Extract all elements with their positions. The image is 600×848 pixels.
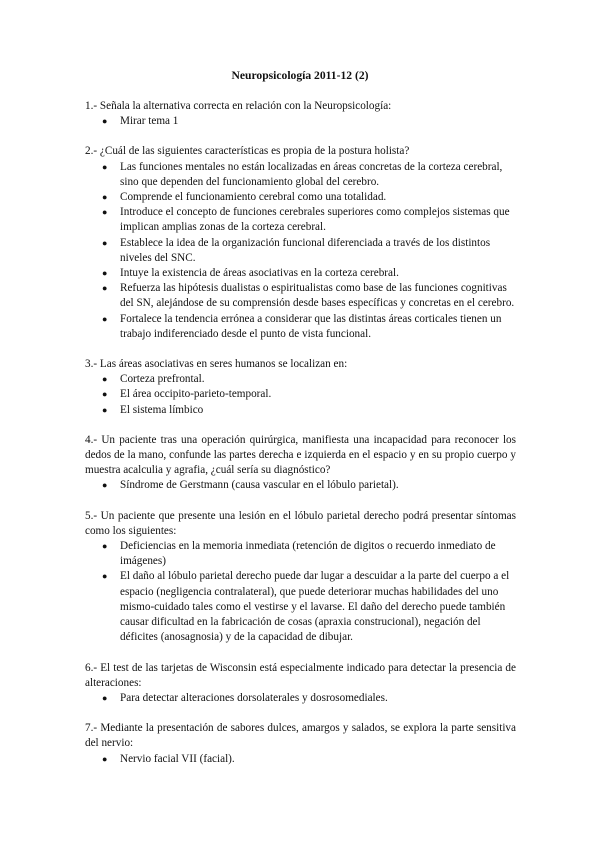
question-7 (85, 721, 516, 767)
bullet-icon: ● (102, 692, 108, 703)
answer-list (85, 372, 516, 418)
answer-item (85, 372, 516, 387)
answer-text: Para detectar alteraciones dorsolaterales y dosrosomediales. (120, 691, 388, 704)
bullet-icon: ● (102, 192, 108, 203)
bullet-icon: ● (102, 268, 108, 279)
answer-item (85, 691, 516, 706)
bullet-icon: ● (102, 283, 108, 294)
bullet-icon: ● (102, 571, 108, 582)
question-text: 6.- El test de las tarjetas de Wisconsin está especialmente indicado para detectar la presencia de alteraciones: (85, 661, 516, 689)
question-text: 7.- Mediante la presentación de sabores dulces, amargos y salados, se explora la parte sensitiva del nervio: (85, 722, 516, 750)
answer-item (85, 236, 516, 266)
bullet-icon: ● (102, 753, 108, 764)
question-text: 1.- Señala la alternativa correcta en relación con la Neuropsicología: (85, 100, 392, 112)
answer-item (85, 190, 516, 205)
document-title: Neuropsicología 2011-12 (2) (231, 69, 369, 82)
answer-list (85, 752, 516, 767)
answer-text: Fortalece la tendencia errónea a considerar que las distintas áreas corticales tienen un trabajo indiferenciado desde el punto de vista funcional. (120, 312, 502, 340)
answer-item (85, 539, 516, 569)
bullet-icon: ● (102, 404, 108, 415)
question-3 (85, 357, 516, 418)
answer-list (85, 539, 516, 645)
answer-list (85, 691, 516, 706)
answer-text: El daño al lóbulo parietal derecho puede dar lugar a descuidar a la parte del cuerpo a el espacio (negligencia contralateral), que puede deteriorar muchas habilidades del uno mismo-cuidado tales como el vestirse y el lavarse. El daño del derecho puede también causar dificultad en la fabricación de cosas (apraxia construcional), negación del déficites (anosagnosia) y de la capacidad de dibujar. (120, 570, 510, 644)
answer-text: El área occipito-parieto-temporal. (120, 388, 272, 401)
answer-text: Establece la idea de la organización funcional diferenciada a través de los distintos niveles del SNC. (120, 236, 491, 264)
answer-item (85, 312, 516, 342)
answer-item (85, 205, 516, 235)
bullet-icon: ● (102, 116, 108, 127)
question-text: 5.- Un paciente que presente una lesión en el lóbulo parietal derecho podrá presentar síntomas como los siguientes: (85, 509, 516, 537)
answer-item (85, 478, 516, 493)
answer-list (85, 160, 516, 342)
question-text: 2.- ¿Cuál de las siguientes características es propia de la postura holista? (85, 145, 410, 158)
answer-text: El sistema límbico (120, 403, 204, 416)
question-2 (85, 144, 516, 342)
answer-list (85, 114, 516, 129)
answer-item (85, 281, 516, 311)
answer-item (85, 160, 516, 190)
bullet-icon: ● (102, 161, 108, 172)
answer-item (85, 266, 516, 281)
bullet-icon: ● (102, 389, 108, 400)
question-text: 3.- Las áreas asociativas en seres humanos se localizan en: (85, 358, 348, 371)
answer-item (85, 114, 516, 129)
answer-text: Las funciones mentales no están localizadas en áreas concretas de la corteza cerebral, sino que dependen del funcionamiento global del cerebro. (120, 160, 503, 188)
answer-item (85, 403, 516, 418)
question-list (85, 99, 516, 782)
answer-text: Corteza prefrontal. (120, 373, 205, 386)
question-text: 4.- Un paciente tras una operación quirúrgica, manifiesta una incapacidad para reconocer los dedos de la mano, confunde las partes derecha e izquierda en el espacio y en su propio cuerpo y muestra acalculia y agrafia, ¿cuál sería su diagnóstico? (85, 433, 516, 477)
answer-text: Deficiencias en la memoria inmediata (retención de digitos o recuerdo inmediato de imágenes) (120, 540, 496, 568)
bullet-icon: ● (102, 313, 108, 324)
bullet-icon: ● (102, 541, 108, 552)
answer-item (85, 569, 516, 645)
bullet-icon: ● (102, 374, 108, 385)
question-6 (85, 661, 516, 707)
answer-text: Comprende el funcionamiento cerebral como una totalidad. (120, 191, 387, 204)
answer-text: Mirar tema 1 (120, 115, 179, 128)
bullet-icon: ● (102, 480, 108, 491)
answer-item (85, 387, 516, 402)
answer-text: Introduce el concepto de funciones cerebrales superiores como complejos sistemas que implican amplias zonas de la corteza cerebral. (120, 206, 510, 234)
answer-text: Intuye la existencia de áreas asociativas en la corteza cerebral. (120, 267, 399, 280)
answer-text: Síndrome de Gerstmann (causa vascular en el lóbulo parietal). (120, 479, 399, 492)
bullet-icon: ● (102, 237, 108, 248)
question-4 (85, 433, 516, 494)
answer-text: Nervio facial VII (facial). (120, 752, 235, 765)
bullet-icon: ● (102, 207, 108, 218)
question-5 (85, 509, 516, 646)
answer-item (85, 752, 516, 767)
answer-list (85, 478, 516, 493)
answer-text: Refuerza las hipótesis dualistas o espiritualistas como base de las funciones cognitivas del SN, alejándose de su comprensión desde bases específicas y concretas en el cerebro. (120, 282, 515, 310)
question-1 (85, 99, 516, 129)
